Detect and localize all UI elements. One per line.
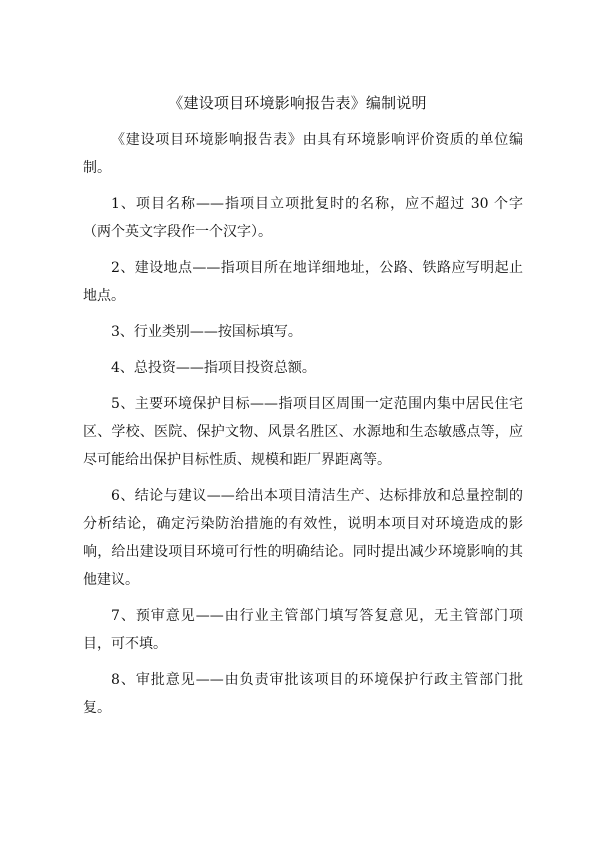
item-protection-targets: 5、主要环境保护目标——指项目区周围一定范围内集中居民住宅区、学校、医院、保护文物、风景名胜区、水源地和生态敏感点等，应尽可能给出保护目标性质、规模和距厂界距离等。 bbox=[83, 396, 523, 468]
item-industry-category: 3、行业类别——按国标填写。 bbox=[111, 324, 302, 340]
item-approval-opinion: 8、审批意见——由负责审批该项目的环境保护行政主管部门批复。 bbox=[83, 672, 523, 716]
intro-paragraph: 《建设项目环境影响报告表》由具有环境影响评价资质的单位编制。 bbox=[83, 132, 523, 176]
document-title: 《建设项目环境影响报告表》编制说明 bbox=[168, 94, 427, 112]
item-pre-review-opinion: 7、预审意见——由行业主管部门填写答复意见，无主管部门项目，可不填。 bbox=[83, 608, 523, 652]
item-total-investment: 4、总投资——指项目投资总额。 bbox=[111, 360, 316, 376]
document-body bbox=[83, 126, 523, 730]
item-conclusions: 6、结论与建议——给出本项目清洁生产、达标排放和总量控制的分析结论，确定污染防治措施的有效性，说明本项目对环境造成的影响，给出建设项目环境可行性的明确结论。同时提出减少环境影响的其他建议。 bbox=[83, 488, 523, 588]
item-project-name: 1、项目名称——指项目立项批复时的名称，应不超过 30 个字（两个英文字段作一个汉字）。 bbox=[83, 196, 523, 240]
item-construction-site: 2、建设地点——指项目所在地详细地址，公路、铁路应写明起止地点。 bbox=[83, 260, 523, 304]
